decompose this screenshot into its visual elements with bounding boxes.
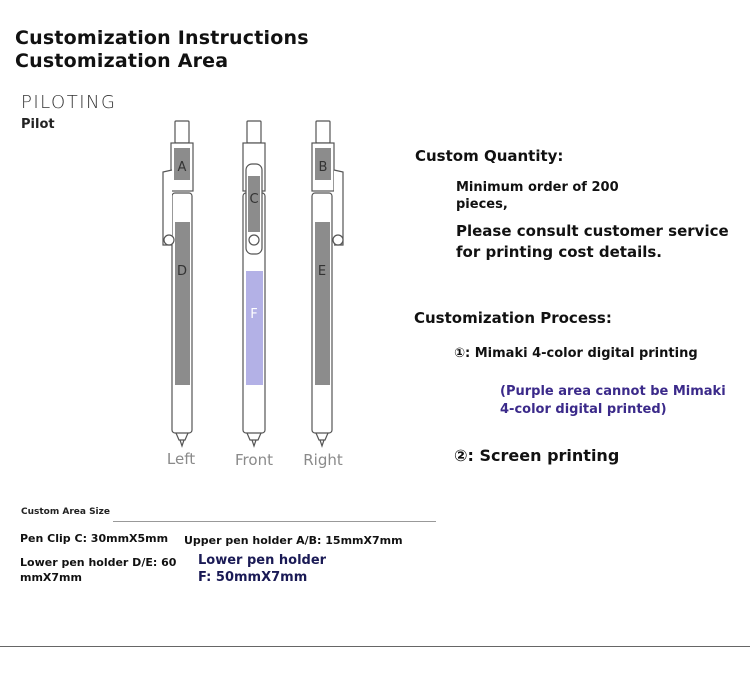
bottom-divider: [0, 646, 750, 647]
process-step2: ②: Screen printing: [454, 446, 620, 465]
area-d: [175, 222, 190, 385]
sizes-title: Custom Area Size: [21, 507, 110, 517]
size-upper: Upper pen holder A/B: 15mmX7mm: [184, 534, 403, 547]
sizes-divider: [113, 521, 436, 522]
page-subtitle: Customization Area: [15, 50, 229, 72]
area-f-label: F: [250, 307, 258, 322]
size-clip: Pen Clip C: 30mmX5mm: [20, 532, 169, 545]
process-step1: ①: Mimaki 4-color digital printing: [454, 346, 698, 361]
size-lower-f: Lower pen holder F: 50mmX7mm: [198, 553, 327, 585]
area-e: [315, 222, 330, 385]
area-e-label: E: [317, 264, 327, 279]
view-label-left: Left: [166, 450, 196, 468]
pen-illustrations: [150, 115, 360, 450]
view-label-right: Right: [303, 451, 343, 469]
area-d-label: D: [176, 264, 188, 279]
process-title: Customization Process:: [414, 309, 612, 327]
quantity-consult: Please consult customer service for printing cost details.: [456, 222, 729, 261]
size-lower-de: Lower pen holder D/E: 60 mmX7mm: [20, 556, 177, 584]
area-c-label: C: [249, 192, 259, 207]
quantity-min-order: Minimum order of 200 pieces,: [456, 180, 619, 212]
area-a-label: A: [177, 160, 187, 175]
page-title: Customization Instructions: [15, 27, 309, 49]
brand-logo: PILOTING: [21, 92, 117, 113]
process-step1-note: (Purple area cannot be Mimaki 4-color digital printed): [500, 384, 726, 417]
area-b-label: B: [318, 160, 328, 175]
area-f: [246, 271, 263, 385]
quantity-title: Custom Quantity:: [415, 147, 564, 165]
brand-name: Pilot: [21, 117, 55, 132]
view-label-front: Front: [235, 451, 273, 469]
